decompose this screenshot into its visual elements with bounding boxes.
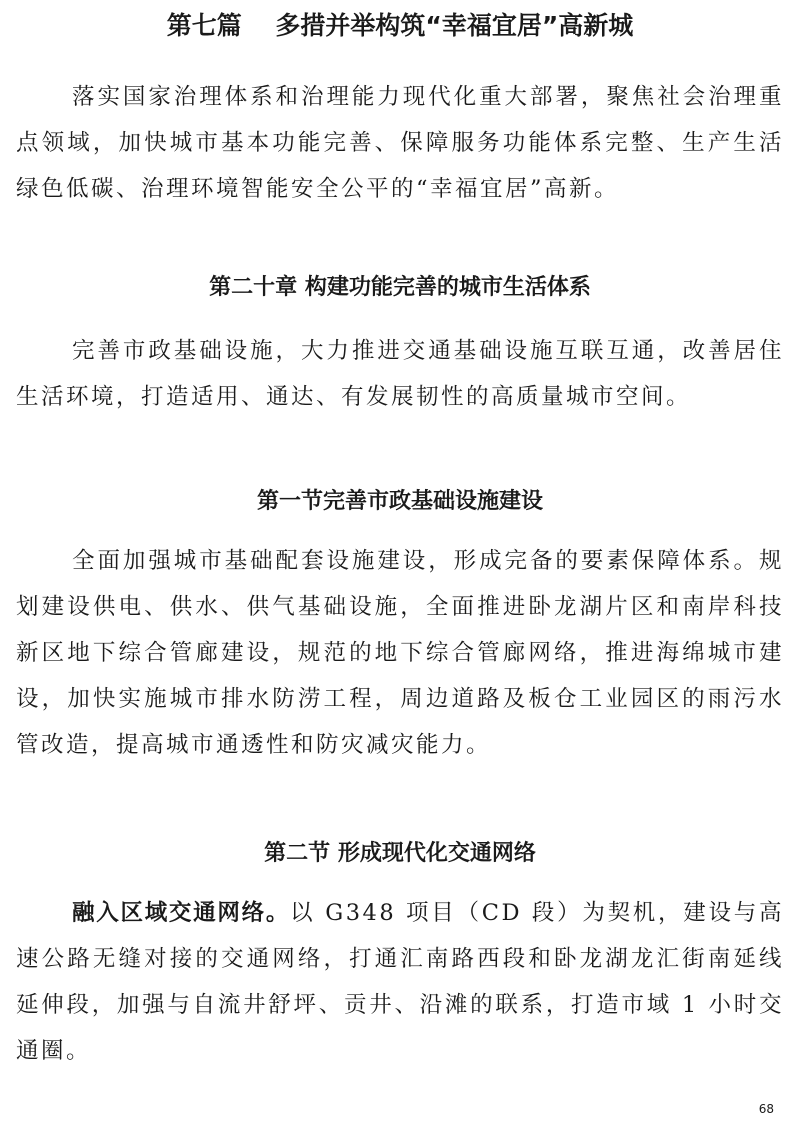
section2-title: 第二节 形成现代化交通网络	[264, 841, 536, 866]
section1-paragraph: 全面加强城市基础配套设施建设，形成完备的要素保障体系。规划建设供电、供水、供气基础设施，全面推进卧龙湖片区和南岸科技新区地下综合管廊建设，规范的地下综合管廊网络，推进海绵城市建设，加快实施城市排水防涝工程，周边道路及板仓工业园区的雨污水管改造，提高城市通透性和防灾减灾能力。	[16, 548, 784, 758]
page-number: 68	[758, 1102, 774, 1116]
intro-paragraph: 落实国家治理体系和治理能力现代化重大部署，聚焦社会治理重点领域，加快城市基本功能完善、保障服务功能体系完整、生产生活绿色低碳、治理环境智能安全公平的“幸福宜居”高新。	[16, 84, 784, 202]
section2-body: 以 G348 项目（CD 段）为契机，建设与高速公路无缝对接的交通网络，打通汇南路西段和卧龙湖龙汇街南延线延伸段，加强与自流井舒坪、贡井、沿滩的联系，打造市域 1 小时交通圈。	[16, 900, 784, 1064]
chapter-title: 第二十章 构建功能完善的城市生活体系	[209, 275, 591, 300]
section1-title: 第一节完善市政基础设施建设	[256, 489, 543, 514]
part-title: 第七篇 多措并举构筑“幸福宜居”高新城	[166, 11, 634, 40]
section2-paragraph	[16, 890, 784, 1074]
chapter-paragraph: 完善市政基础设施，大力推进交通基础设施互联互通，改善居住生活环境，打造适用、通达、有发展韧性的高质量城市空间。	[16, 338, 784, 410]
section2-lead: 融入区域交通网络。	[72, 900, 291, 926]
